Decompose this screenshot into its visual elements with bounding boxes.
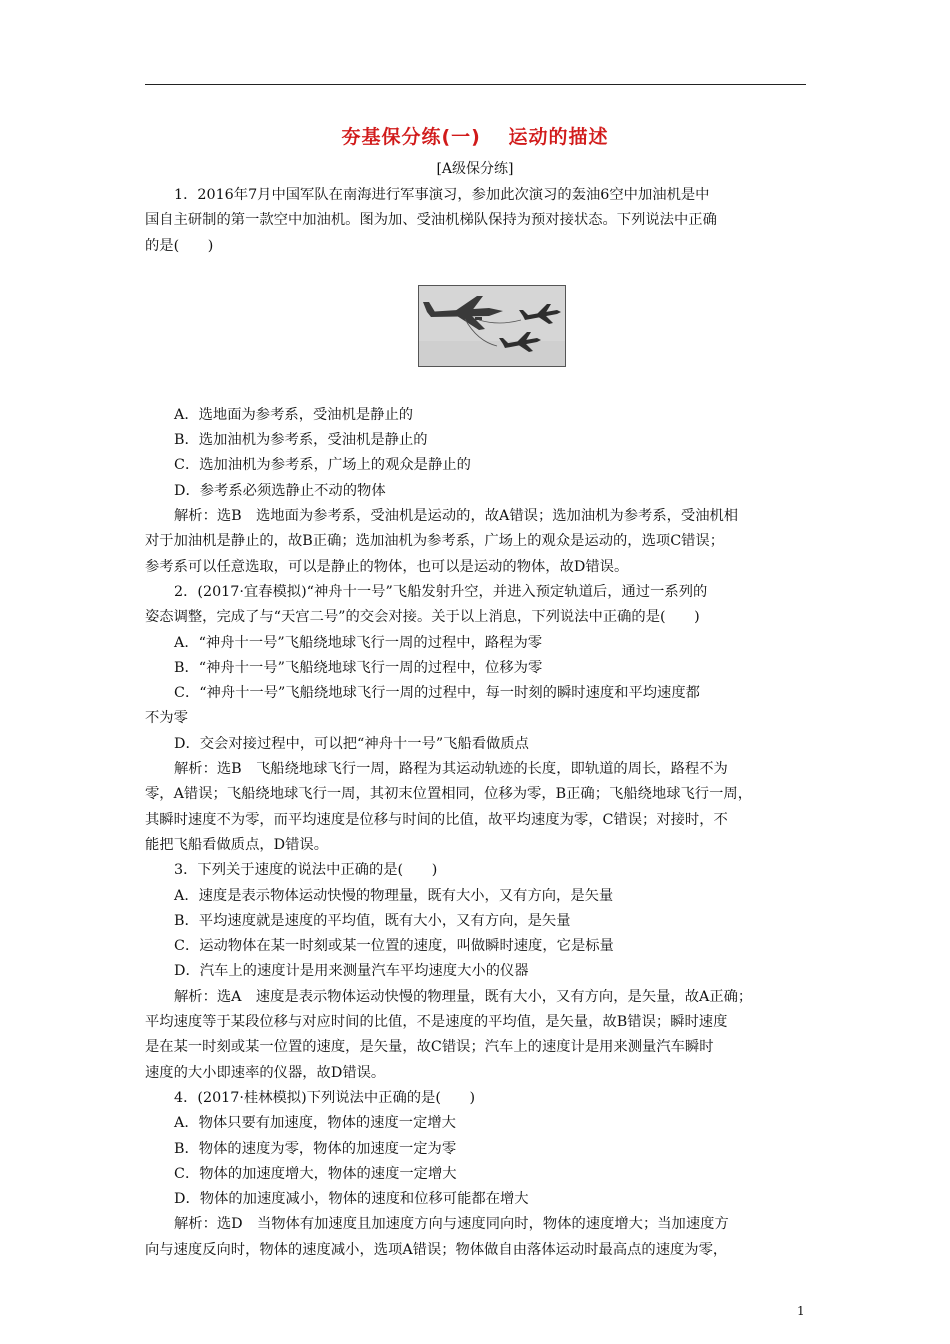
q4-analysis-line: 解析：选D 当物体有加速度且加速度方向与速度同向时，物体的速度增大；当加速度方 xyxy=(174,1216,729,1233)
q4-option-c: C．物体的加速度增大，物体的速度一定增大 xyxy=(174,1165,457,1182)
q2-analysis-line: 其瞬时速度不为零，而平均速度是位移与时间的比值，故平均速度为零，C错误；对接时，不 xyxy=(145,811,728,828)
q1-analysis-line: 解析：选B 选地面为参考系，受油机是运动的，故A错误；选加油机为参考系，受油机相 xyxy=(174,508,739,525)
q1-stem-line: 1．2016年7月中国军队在南海进行军事演习，参加此次演习的轰油6空中加油机是中 xyxy=(174,187,710,203)
q3-option-a: A．速度是表示物体运动快慢的物理量，既有大小，又有方向，是矢量 xyxy=(174,887,614,904)
q2-option-c-cont: 不为零 xyxy=(145,710,188,727)
q3-stem: 3．下列关于速度的说法中正确的是( ) xyxy=(174,862,438,879)
page-number: 1 xyxy=(797,1304,805,1318)
q1-option-c: C．选加油机为参考系，广场上的观众是静止的 xyxy=(174,457,471,474)
q2-option-b: B．“神舟十一号”飞船绕地球飞行一周的过程中，位移为零 xyxy=(174,659,543,676)
q1-option-a: A．选地面为参考系，受油机是静止的 xyxy=(174,406,414,423)
title-main: 夯基保分练(一) xyxy=(341,126,481,148)
q1-analysis-line: 对于加油机是静止的，故B正确；选加油机为参考系，广场上的观众是运动的，选项C错误； xyxy=(145,533,725,550)
title-topic: 运动的描述 xyxy=(508,126,609,148)
q3-analysis-line: 速度的大小即速率的仪器，故D错误。 xyxy=(145,1064,386,1081)
q3-option-d: D．汽车上的速度计是用来测量汽车平均速度大小的仪器 xyxy=(174,963,529,980)
q2-analysis-line: 能把飞船看做质点，D错误。 xyxy=(145,836,329,853)
level-heading: [A级保分练] xyxy=(436,161,514,177)
q3-option-b: B．平均速度就是速度的平均值，既有大小，又有方向，是矢量 xyxy=(174,912,571,929)
q3-analysis-line: 是在某一时刻或某一位置的速度，是矢量，故C错误；汽车上的速度计是用来测量汽车瞬时 xyxy=(145,1039,714,1056)
q2-analysis-line: 解析：选B 飞船绕地球飞行一周，路程为其运动轨迹的长度，即轨道的周长，路程不为 xyxy=(174,761,728,778)
q2-stem-line: 姿态调整，完成了与“天宫二号”的交会对接。关于以上消息，下列说法中正确的是( ) xyxy=(145,609,700,626)
q4-stem: 4．(2017·桂林模拟)下列说法中正确的是( ) xyxy=(174,1089,476,1106)
header-rule xyxy=(145,84,806,85)
q2-stem-line: 2．(2017·宜春模拟)“神舟十一号”飞船发射升空，并进入预定轨道后，通过一系列的 xyxy=(174,583,708,600)
q4-option-d: D．物体的加速度减小，物体的速度和位移可能都在增大 xyxy=(174,1191,529,1208)
page-title xyxy=(0,122,950,149)
q1-stem-line: 国自主研制的第一款空中加油机。图为加、受油机梯队保持为预对接状态。下列说法中正确 xyxy=(145,212,717,229)
q1-option-b: B．选加油机为参考系，受油机是静止的 xyxy=(174,432,428,449)
q1-figure-area xyxy=(145,259,808,403)
q1-option-d: D．参考系必须选静止不动的物体 xyxy=(174,482,386,499)
q3-analysis-line: 解析：选A 速度是表示物体运动快慢的物理量，既有大小，又有方向，是矢量，故A正确； xyxy=(174,988,753,1005)
q2-analysis-line: 零，A错误；飞船绕地球飞行一周，其初末位置相同，位移为零，B正确；飞船绕地球飞行一周， xyxy=(145,786,752,803)
document-body xyxy=(145,183,808,1263)
q3-analysis-line: 平均速度等于某段位移与对应时间的比值，不是速度的平均值，是矢量，故B错误；瞬时速度 xyxy=(145,1014,728,1031)
refueling-aircraft-photo xyxy=(418,285,566,367)
q4-analysis-line: 向与速度反向时，物体的速度减小，选项A错误；物体做自由落体运动时最高点的速度为零， xyxy=(145,1241,728,1258)
q4-option-b: B．物体的速度为零，物体的加速度一定为零 xyxy=(174,1140,457,1157)
q4-option-a: A．物体只要有加速度，物体的速度一定增大 xyxy=(174,1115,456,1132)
aircraft-illustration xyxy=(419,286,565,366)
q2-option-a: A．“神舟十一号”飞船绕地球飞行一周的过程中，路程为零 xyxy=(174,634,543,651)
q1-analysis-line: 参考系可以任意选取，可以是静止的物体，也可以是运动的物体，故D错误。 xyxy=(145,558,629,575)
q2-option-d: D．交会对接过程中，可以把“神舟十一号”飞船看做质点 xyxy=(174,735,529,752)
q1-stem-line: 的是( ) xyxy=(145,237,214,254)
q2-option-c: C．“神舟十一号”飞船绕地球飞行一周的过程中，每一时刻的瞬时速度和平均速度都 xyxy=(174,685,700,702)
q3-option-c: C．运动物体在某一时刻或某一位置的速度，叫做瞬时速度，它是标量 xyxy=(174,938,614,955)
